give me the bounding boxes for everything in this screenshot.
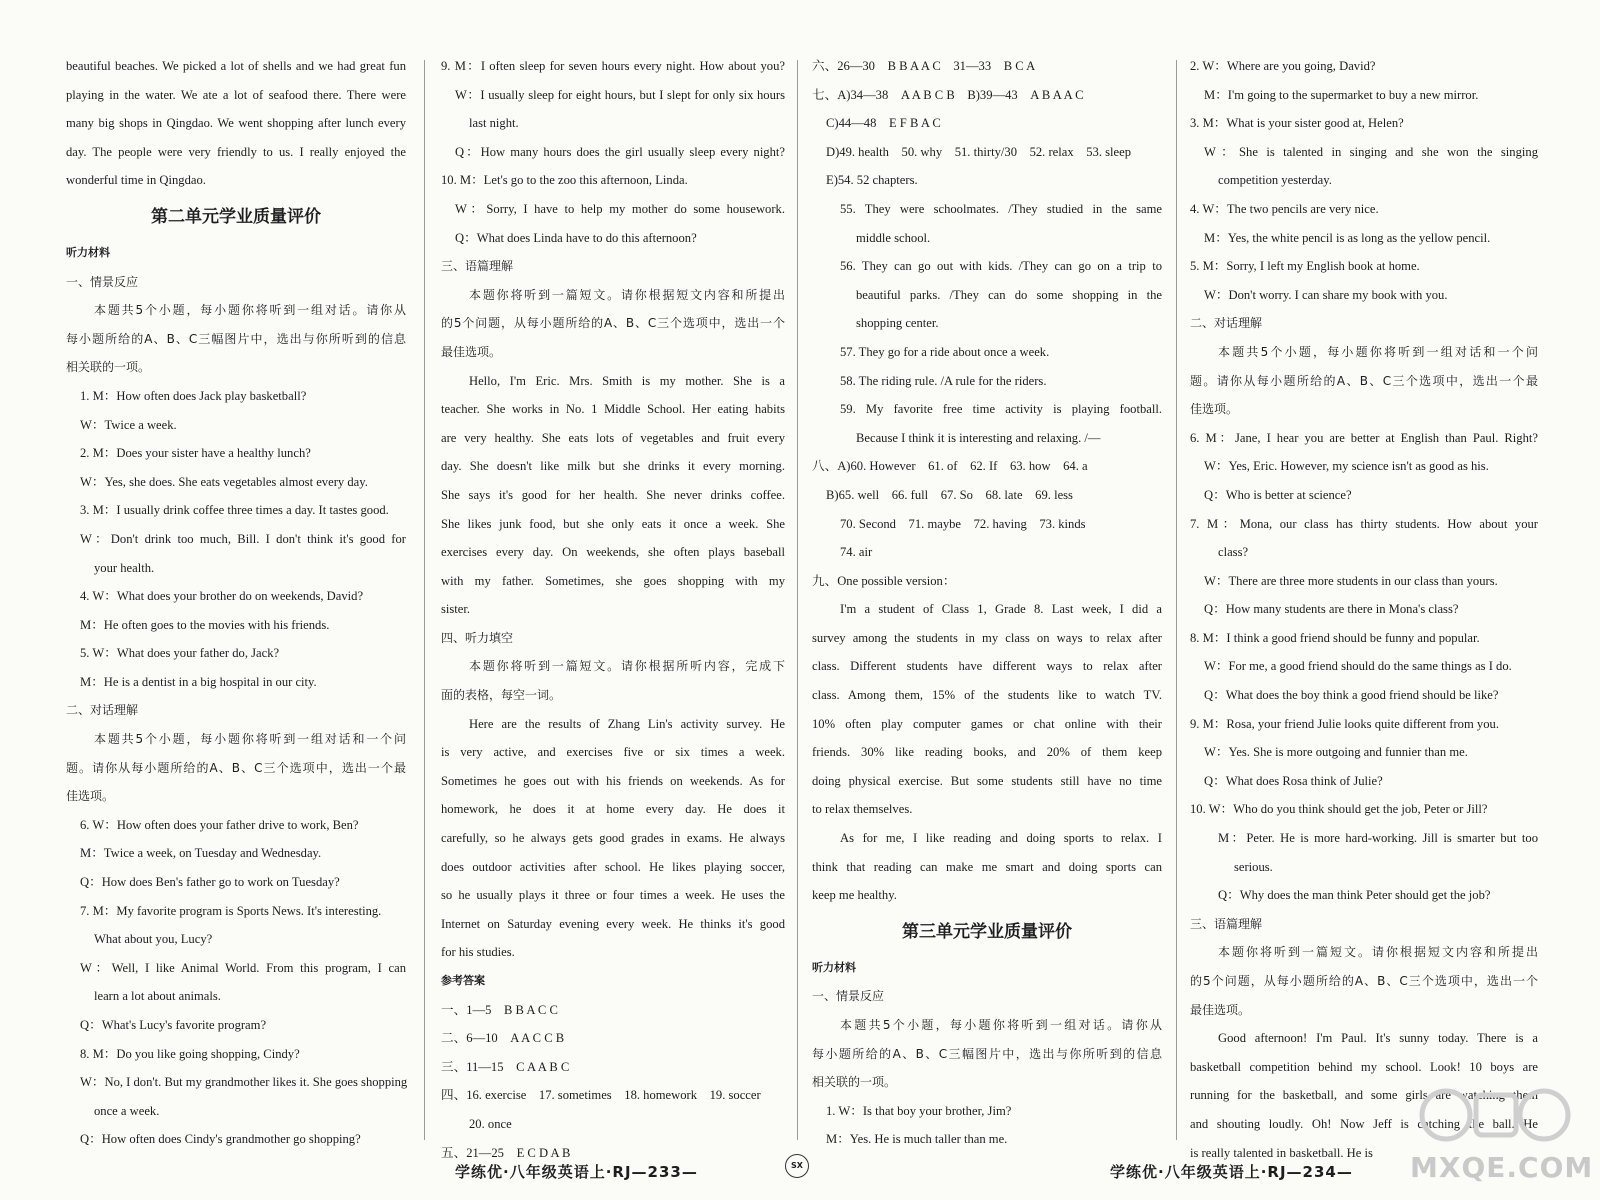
text-line: 本题共5个小题，每小题你将听到一组对话。请你从 [94, 303, 406, 318]
text-line: What about you, Lucy? [94, 932, 213, 947]
text-line: Q：How many hours does the girl usually sleep every night? [455, 144, 785, 159]
text-line: 57. They go for a ride about once a week. [840, 344, 1050, 359]
text-line: 佳选项。 [1190, 402, 1239, 417]
text-line: 的5个问题，从每小题所给的A、B、C三个选项中，选出一个 [1190, 974, 1538, 988]
text-line: 7. M：My favorite program is Sports News. It's interesting. [80, 903, 382, 918]
text-line: 三、语篇理解 [441, 259, 514, 274]
text-line: 9. M：I often sleep for seven hours every night. How about you? [441, 59, 785, 73]
text-line: 四、听力填空 [441, 630, 514, 645]
watermark-logo-icon [1420, 1085, 1570, 1147]
text-line: exercises every day. On weekends, she often plays baseball [441, 545, 785, 560]
text-line: shopping center. [856, 316, 939, 331]
column-2 [441, 52, 785, 1160]
text-line: 3. M：What is your sister good at, Helen? [1190, 116, 1404, 131]
text-line: 本题共5个小题，每小题你将听到一组对话和一个问 [1218, 344, 1538, 359]
footer-page-233: 学练优·八年级英语上·RJ—233— [455, 1163, 698, 1181]
text-line: day. She doesn't like milk but she drinks it every morning. [441, 459, 785, 474]
text-line: wonderful time in Qingdao. [66, 173, 206, 188]
text-line: 一、情景反应 [812, 989, 885, 1004]
text-line: is really talented in basketball. He is [1190, 1145, 1373, 1160]
text-line: day. The people were very friendly to us. I really enjoyed the [66, 144, 406, 159]
text-line: E)54. 52 chapters. [826, 173, 918, 188]
text-line: W：No, I don't. But my grandmother likes it. She goes shopping [80, 1075, 408, 1090]
text-line: 题。请你从每小题所给的A、B、C三个选项中，选出一个最 [66, 760, 406, 775]
text-line: M：Peter. He is more hard-working. Jill is smarter but too [1218, 831, 1538, 846]
text-line: W：Yes, she does. She eats vegetables almost every day. [80, 474, 368, 489]
text-line: 10. W：Who do you think should get the job, Peter or Jill? [1190, 802, 1488, 817]
section-title: 第二单元学业质量评价 [151, 206, 321, 227]
text-line: 每小题所给的A、B、C三幅图片中，选出与你所听到的信息 [66, 331, 406, 346]
text-line: 七、A)34—38 A A B C B B)39—43 A B A A C [812, 87, 1084, 102]
text-line: 本题你将听到一篇短文。请你根据短文内容和所提出 [1218, 945, 1538, 960]
text-line: is very active, and exercises five or six times a week. [441, 745, 785, 760]
text-line: W：Yes. She is more outgoing and funnier than me. [1204, 745, 1468, 760]
text-line: Q：Who is better at science? [1204, 487, 1352, 502]
text-line: M：Yes, the white pencil is as long as the yellow pencil. [1204, 230, 1491, 245]
text-line: basketball competition behind my school. Look! 10 boys are [1190, 1059, 1538, 1074]
text-line: 9. M：Rosa, your friend Julie looks quite different from you. [1190, 716, 1499, 731]
text-line: friends. 30% like reading books, and 20% of them keep [812, 745, 1162, 760]
text-line: 相关联的一项。 [66, 360, 151, 375]
text-line: 一、1—5 B B A C C [441, 1002, 558, 1017]
text-line: As for me, I like reading and doing sports to relax. I [840, 831, 1162, 846]
text-line: She says it's good for her health. She never drinks coffee. [441, 487, 785, 502]
text-line: middle school. [856, 230, 931, 245]
section-title: 第三单元学业质量评价 [902, 921, 1072, 942]
text-line: Q：Why does the man think Peter should get the job? [1218, 888, 1491, 903]
text-line: sister. [441, 602, 471, 617]
text-line: W：There are three more students in our class than yours. [1204, 573, 1498, 588]
text-line: think that reading can make me smart and doing sports can [812, 859, 1162, 874]
text-line: W：For me, a good friend should do the same things as I do. [1204, 659, 1512, 674]
text-line: does outdoor activities after school. He likes playing soccer, [441, 859, 785, 874]
text-line: 6. M：Jane, I hear you are better at English than Paul. Right? [1190, 430, 1538, 445]
text-line: keep me healthy. [812, 888, 897, 903]
text-line: 五、21—25 E C D A B [441, 1145, 571, 1160]
watermark [1400, 1085, 1594, 1185]
footer-page-234: 学练优·八年级英语上·RJ—234— [1110, 1163, 1353, 1181]
text-line: 三、11—15 C A A B C [441, 1059, 570, 1074]
text-line: 58. The riding rule. /A rule for the riders. [840, 373, 1047, 388]
text-line: Sometimes he goes out with his friends on weekends. As for [441, 773, 785, 788]
watermark-url: MXQE.COM [1410, 1151, 1594, 1184]
text-line: 本题共5个小题，每小题你将听到一组对话和一个问 [94, 732, 406, 747]
text-line: 8. M：Do you like going shopping, Cindy? [80, 1046, 300, 1061]
text-line: to relax themselves. [812, 802, 913, 817]
text-line: 55. They were schoolmates. /They studied in the same [840, 201, 1162, 216]
text-line: 70. Second 71. maybe 72. having 73. kinds [840, 516, 1086, 531]
text-line: many big shops in Qingdao. We went shopping after lunch every [66, 116, 406, 131]
text-line: 六、26—30 B B A A C 31—33 B C A [812, 59, 1036, 73]
text-line: Q：What does Rosa think of Julie? [1204, 773, 1383, 788]
text-line: your health. [94, 560, 155, 575]
text-line: 参考答案 [441, 974, 485, 987]
column-divider [1176, 60, 1177, 1140]
text-line: Q：What's Lucy's favorite program? [80, 1018, 267, 1032]
text-line: doing physical exercise. But some students still have no time [812, 773, 1162, 788]
text-line: 4. W：What does your brother do on weekends, David? [80, 589, 364, 604]
text-line: 59. My favorite free time activity is playing football. [840, 402, 1162, 417]
text-line: 2. W：Where are you going, David? [1190, 59, 1376, 73]
text-line: class. Different students have different ways to relax after [812, 659, 1162, 674]
column-1 [66, 52, 406, 1150]
publisher-seal-icon: SX [785, 1154, 809, 1178]
text-line: 二、对话理解 [66, 703, 139, 718]
text-line: 3. M：I usually drink coffee three times a day. It tastes good. [80, 503, 389, 518]
text-line: 题。请你从每小题所给的A、B、C三个选项中，选出一个最 [1190, 373, 1538, 388]
text-line: She likes junk food, but she only eats it once a week. She [441, 516, 785, 531]
text-line: M：I'm going to the supermarket to buy a new mirror. [1204, 87, 1479, 102]
text-line: W：She is talented in singing and she won the singing [1204, 144, 1538, 159]
text-line: Q：What does Linda have to do this afternoon? [455, 230, 697, 245]
text-line: 2. M：Does your sister have a healthy lunch? [80, 446, 311, 461]
text-line: teacher. She works in No. 1 Middle School. Her eating habits [441, 402, 785, 417]
text-line: with my father. Sometimes, she goes shopping with my [441, 573, 785, 588]
text-line: and shouting loudly. Oh! Now Jeff is catching the ball. He [1190, 1116, 1538, 1131]
text-line: 10% often play computer games or chat online with their [812, 716, 1162, 731]
text-line: 每小题所给的A、B、C三幅图片中，选出与你所听到的信息 [812, 1046, 1162, 1061]
text-line: Good afternoon! I'm Paul. It's sunny today. There is a [1218, 1031, 1538, 1046]
text-line: 5. M：Sorry, I left my English book at home. [1190, 259, 1420, 274]
text-line: 二、6—10 A A C C B [441, 1031, 565, 1046]
text-line: 6. W：How often does your father drive to work, Ben? [80, 817, 359, 832]
text-line: 相关联的一项。 [812, 1075, 897, 1090]
text-line: playing in the water. We ate a lot of seafood there. There were [66, 87, 406, 102]
text-line: B)65. well 66. full 67. So 68. late 69. less [826, 487, 1073, 502]
text-line: W：Well, I like Animal World. From this program, I can [80, 960, 406, 975]
text-line: 二、对话理解 [1190, 316, 1263, 331]
text-line: 1. M：How often does Jack play basketball? [80, 388, 307, 403]
column-3 [812, 52, 1162, 1150]
text-line: Internet on Saturday evening every week. He thinks it's good [441, 916, 785, 931]
text-line: learn a lot about animals. [94, 989, 221, 1004]
text-line: 8. M：I think a good friend should be funny and popular. [1190, 630, 1480, 645]
text-line: Q：What does the boy think a good friend should be like? [1204, 688, 1499, 703]
text-line: serious. [1234, 859, 1273, 874]
text-line: W：Don't drink too much, Bill. I don't think it's good for [80, 531, 406, 546]
text-line: 面的表格，每空一词。 [441, 688, 562, 703]
text-line: 佳选项。 [66, 789, 115, 804]
text-line: so he usually plays it three or four times a week. He uses the [441, 888, 785, 903]
text-line: beautiful beaches. We picked a lot of shells and we had great fun [66, 59, 406, 73]
text-line: 本题你将听到一篇短文。请你根据短文内容和所提出 [469, 287, 785, 302]
text-line: 74. air [840, 545, 873, 560]
text-line: Q：How many students are there in Mona's class? [1204, 602, 1459, 617]
text-line: W：Don't worry. I can share my book with you. [1204, 287, 1448, 302]
text-line: 最佳选项。 [1190, 1002, 1251, 1017]
text-line: carefully, so he always gets good grades in exams. He always [441, 831, 785, 846]
text-line: last night. [469, 116, 519, 131]
text-line: are very healthy. She eats lots of vegetables and fruit every [441, 430, 785, 445]
text-line: Here are the results of Zhang Lin's activity survey. He [469, 716, 785, 731]
text-line: C)44—48 E F B A C [826, 116, 941, 131]
column-4 [1190, 52, 1538, 1160]
column-divider [424, 60, 425, 1140]
text-line: 7. M：Mona, our class has thirty students. How about your [1190, 516, 1538, 531]
text-line: 10. M：Let's go to the zoo this afternoon, Linda. [441, 173, 688, 188]
text-line: 九、One possible version： [812, 573, 956, 588]
text-line: W：I usually sleep for eight hours, but I slept for only six hours [455, 87, 785, 102]
text-line: 听力材料 [66, 245, 110, 259]
text-line: 1. W：Is that boy your brother, Jim? [826, 1103, 1012, 1118]
text-line: 20. once [469, 1116, 512, 1131]
text-line: 56. They can go out with kids. /They can go on a trip to [840, 259, 1162, 274]
text-line: Because I think it is interesting and relaxing. /— [856, 430, 1101, 445]
text-line: I'm a student of Class 1, Grade 8. Last week, I did a [840, 602, 1162, 617]
text-line: class. Among them, 15% of the students like to watch TV. [812, 688, 1162, 703]
text-line: Q：How does Ben's father go to work on Tuesday? [80, 875, 340, 890]
text-line: Q：How often does Cindy's grandmother go shopping? [80, 1132, 361, 1147]
text-line: 一、情景反应 [66, 274, 139, 289]
text-line: W：Twice a week. [80, 417, 177, 432]
text-line: 本题你将听到一篇短文。请你根据所听内容，完成下 [469, 659, 785, 674]
text-line: 四、16. exercise 17. sometimes 18. homework 19. soccer [441, 1088, 761, 1103]
text-line: Hello, I'm Eric. Mrs. Smith is my mother. She is a [469, 373, 785, 388]
text-line: beautiful parks. /They can do some shopping in the [856, 287, 1162, 302]
text-line: W：Sorry, I have to help my mother do some housework. [455, 201, 785, 216]
text-line: 的5个问题，从每小题所给的A、B、C三个选项中，选出一个 [441, 316, 785, 331]
text-line: class? [1218, 545, 1249, 560]
text-line: W：Yes, Eric. However, my science isn't as good as his. [1204, 459, 1489, 474]
text-line: M：He is a dentist in a big hospital in our city. [80, 674, 317, 689]
text-line: 本题共5个小题，每小题你将听到一组对话。请你从 [840, 1018, 1162, 1032]
page-gutter [797, 60, 798, 1140]
text-line: for his studies. [441, 945, 515, 960]
text-line: survey among the students in my class on ways to relax after [812, 630, 1162, 645]
text-line: running for the basketball, and some girls are watching them [1190, 1088, 1538, 1103]
text-line: competition yesterday. [1218, 173, 1332, 188]
text-line: D)49. health 50. why 51. thirty/30 52. relax 53. sleep [826, 144, 1131, 159]
text-line: M：Twice a week, on Tuesday and Wednesday. [80, 846, 322, 861]
text-line: 最佳选项。 [441, 344, 502, 359]
text-line: M：Yes. He is much taller than me. [826, 1132, 1008, 1147]
text-line: 听力材料 [812, 960, 856, 974]
text-line: 八、A)60. However 61. of 62. If 63. how 64. a [812, 459, 1088, 474]
text-line: M：He often goes to the movies with his friends. [80, 617, 330, 632]
text-line: 三、语篇理解 [1190, 916, 1263, 931]
text-line: once a week. [94, 1103, 160, 1118]
text-line: 4. W：The two pencils are very nice. [1190, 201, 1379, 216]
text-line: homework, he does it at home every day. He does it [441, 802, 785, 817]
text-line: 5. W：What does your father do, Jack? [80, 646, 280, 661]
